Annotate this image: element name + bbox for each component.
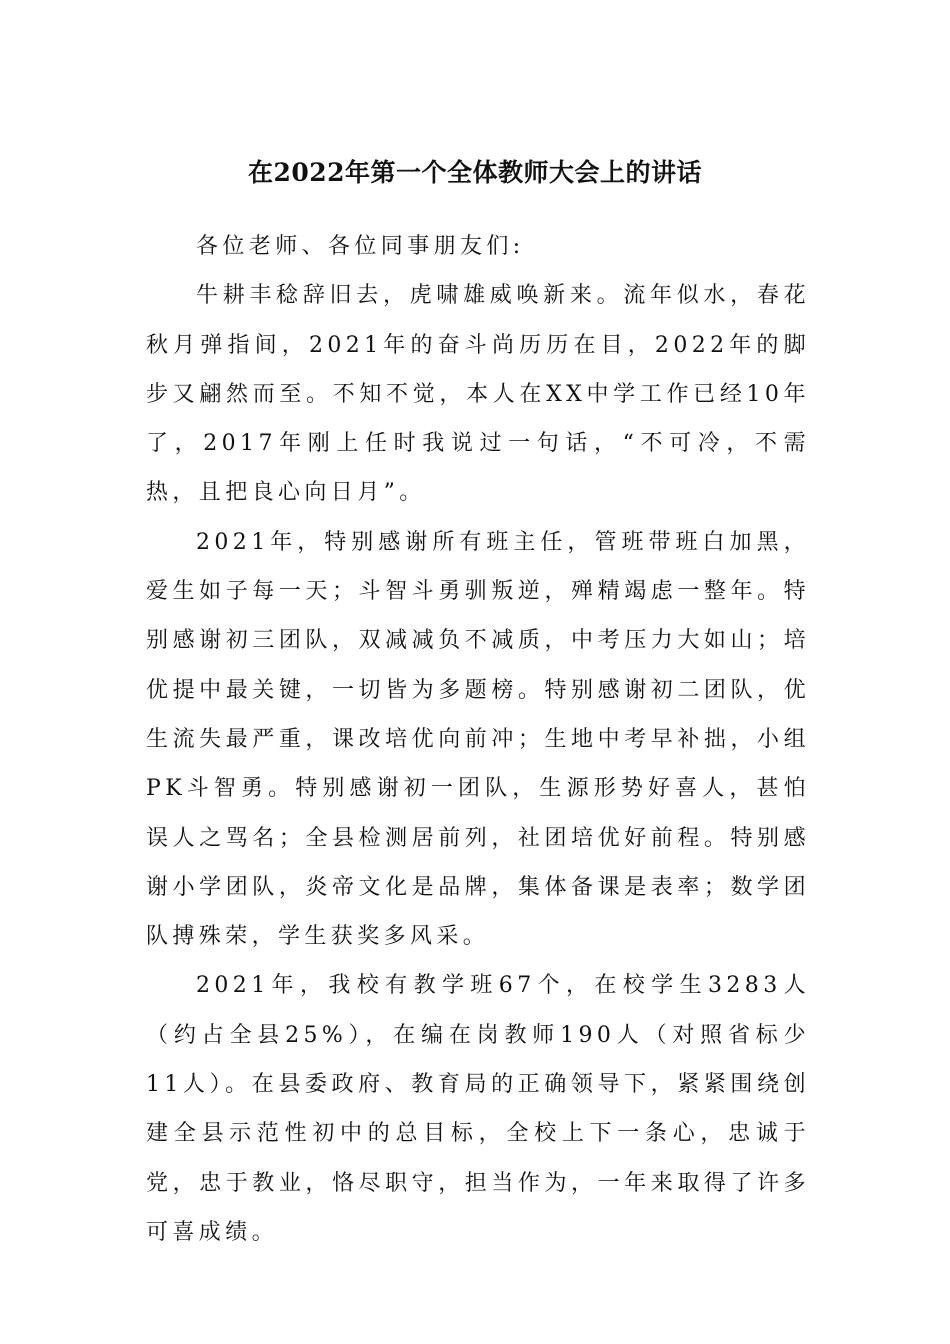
paragraph-thanks: 2021年，特别感谢所有班主任，管班带班白加黑，爱生如子每一天；斗智斗勇驯叛逆，殚精竭虑一整年。特别感谢初三团队，双减减负不减质，中考压力大如山；培优提中最关键，一切皆为多题榜。特别感谢初二团队，优生流失最严重，课改培优向前冲；生地中考早补拙，小组PK斗智勇。特别感谢初一团队，生源形势好喜人，甚怕误人之骂名；全县检测居前列，社团培优好前程。特别感谢小学团队，炎帝文化是品牌，集体备课是表率；数学团队搏殊荣，学生获奖多风采。 bbox=[146, 529, 810, 950]
document-title: 在2022年第一个全体教师大会上的讲话 bbox=[247, 158, 703, 187]
salutation: 各位老师、各位同事朋友们: bbox=[196, 234, 525, 259]
paragraph-achievements: 2021年，我校有教学班67个，在校学生3283人（约占全县25%），在编在岗教师190人（对照省标少11人）。在县委政府、教育局的正确领导下，紧紧围绕创建全县示范性初中的总目标，全校上下一条心，忠诚于党，忠于教业，恪尽职守，担当作为，一年来取得了许多可喜成绩。 bbox=[146, 973, 810, 1245]
document-body bbox=[146, 222, 810, 1257]
paragraph-opening: 牛耕丰稔辞旧去，虎啸雄威唤新来。流年似水，春花秋月弹指间，2021年的奋斗尚历历在目，2022年的脚步又翩然而至。不知不觉，本人在XX中学工作已经10年了，2017年刚上任时我说过一句话，“不可冷，不需热，且把良心向日月”。 bbox=[146, 283, 810, 506]
